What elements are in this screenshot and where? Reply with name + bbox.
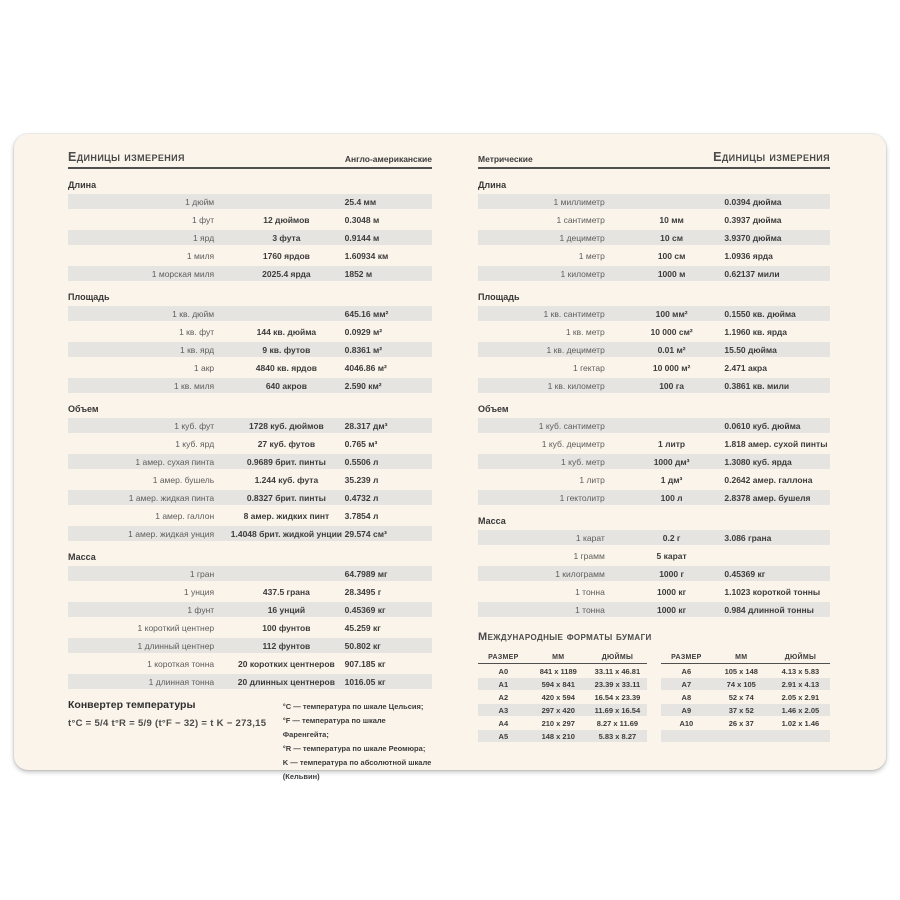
paper-format-row — [478, 717, 647, 729]
unit-equivalent: 10 см — [660, 232, 684, 243]
unit-value: 0.0929 м² — [344, 326, 383, 337]
format-inches: 16.54 x 23.39 — [594, 692, 641, 702]
paper-format-row — [478, 730, 647, 742]
section-title: Масса — [478, 516, 506, 526]
unit-equivalent: 2025.4 ярда — [262, 268, 311, 279]
unit-equivalent: 3 фута — [272, 232, 301, 243]
table-row — [478, 530, 830, 545]
unit-name: 1 грамм — [573, 550, 605, 561]
unit-equivalent: 0.01 м² — [657, 344, 686, 355]
unit-name: 1 ярд — [192, 232, 215, 243]
unit-name: 1 короткий центнер — [137, 622, 215, 633]
temperature-note-celsius: °C — температура по шкале Цельсия; — [282, 702, 424, 711]
format-inches: 2.91 x 4.13 — [781, 679, 820, 689]
units-system-label: Англо-американские — [344, 154, 432, 164]
unit-equivalent: 16 унций — [267, 604, 306, 615]
section-rows — [68, 566, 432, 689]
table-row — [68, 306, 432, 321]
table-row — [68, 602, 432, 617]
column-header-inches: ДЮЙМЫ — [601, 653, 634, 661]
unit-equivalent: 0.8327 брит. пинты — [246, 492, 326, 503]
table-row — [68, 266, 432, 281]
unit-name: 1 сантиметр — [556, 214, 605, 225]
table-row — [68, 526, 432, 541]
temperature-formula: t°C = 5/4 t°R = 5/9 (t°F − 32) = t K − 273,15 — [68, 718, 267, 729]
paper-table-rows — [661, 665, 830, 729]
unit-value: 0.2642 амер. галлона — [724, 474, 813, 485]
format-mm: 210 x 297 — [541, 718, 575, 728]
unit-value: 1.1960 кв. ярда — [724, 326, 788, 337]
unit-value: 0.9144 м — [344, 232, 380, 243]
table-row — [68, 508, 432, 523]
unit-name: 1 куб. фут — [174, 420, 215, 431]
unit-equivalent: 100 га — [659, 380, 684, 391]
format-inches: 33.11 x 46.81 — [594, 666, 641, 676]
table-row — [68, 674, 432, 689]
table-row — [68, 584, 432, 599]
empty-row-stripe — [661, 730, 830, 742]
unit-value: 2.471 акра — [724, 362, 767, 373]
table-row — [478, 266, 830, 281]
notebook-page-spread — [14, 134, 886, 781]
unit-value: 29.574 см³ — [344, 528, 387, 539]
unit-equivalent: 100 л — [660, 492, 683, 503]
section-rows — [68, 418, 432, 541]
unit-name: 1 тонна — [575, 604, 605, 615]
unit-name: 1 короткая тонна — [147, 658, 215, 669]
unit-name: 1 карат — [575, 532, 605, 543]
format-mm: 148 x 210 — [541, 731, 575, 741]
unit-name: 1 килограмм — [555, 568, 605, 579]
unit-equivalent: 1 литр — [658, 438, 686, 449]
unit-value: 3.9370 дюйма — [724, 232, 782, 243]
unit-equivalent: 1.244 куб. фута — [254, 474, 319, 485]
unit-value: 3.7854 л — [344, 510, 379, 521]
unit-equivalent: 27 куб. футов — [257, 438, 316, 449]
unit-value: 45.259 кг — [344, 622, 381, 633]
unit-name: 1 амер. галлон — [155, 510, 215, 521]
unit-value: 0.45369 кг — [344, 604, 386, 615]
format-mm: 52 x 74 — [728, 692, 754, 702]
temperature-note-reaumur: °R — температура по шкале Реомюра; — [282, 744, 426, 753]
unit-name: 1 гектар — [573, 362, 605, 373]
unit-value: 0.8361 м² — [344, 344, 383, 355]
unit-equivalent: 12 дюймов — [263, 214, 310, 225]
format-name: A2 — [498, 692, 509, 702]
unit-value: 645.16 мм² — [344, 308, 389, 319]
unit-equivalent: 10 мм — [659, 214, 684, 225]
column-header-size: РАЗМЕР — [488, 653, 519, 661]
section-rows — [478, 194, 830, 281]
paper-format-tables — [478, 651, 830, 743]
unit-value: 1.60934 км — [344, 250, 389, 261]
table-row — [478, 418, 830, 433]
format-inches: 4.13 x 5.83 — [781, 666, 820, 676]
right-page-header — [478, 150, 830, 169]
unit-name: 1 амер. сухая пинта — [135, 456, 215, 467]
section-title: Объем — [68, 404, 99, 414]
unit-value: 1.818 амер. сухой пинты — [724, 438, 828, 449]
format-name: A10 — [679, 718, 694, 728]
unit-value: 0.1550 кв. дюйма — [724, 308, 796, 319]
format-name: A8 — [681, 692, 692, 702]
table-row — [478, 194, 830, 209]
section-title: Площадь — [68, 292, 110, 302]
section-length — [478, 176, 830, 281]
table-row — [478, 324, 830, 339]
page-title: Единицы измерения — [68, 150, 185, 164]
paper-table-a6-a10 — [661, 651, 830, 743]
unit-equivalent: 0.9689 брит. пинты — [246, 456, 326, 467]
unit-name: 1 длинная тонна — [148, 676, 215, 687]
temperature-converter-main — [68, 699, 283, 784]
paper-table-rows — [478, 665, 647, 742]
unit-equivalent: 1000 кг — [657, 604, 687, 615]
unit-name: 1 литр — [579, 474, 605, 485]
paper-format-row — [478, 665, 647, 677]
paper-format-row — [661, 691, 830, 703]
table-row — [478, 342, 830, 357]
section-title: Длина — [68, 180, 97, 190]
format-inches: 1.02 x 1.46 — [781, 718, 820, 728]
table-row — [478, 602, 830, 617]
table-row — [478, 472, 830, 487]
table-row — [478, 548, 830, 563]
table-row — [478, 436, 830, 451]
unit-name: 1 миллиметр — [553, 196, 605, 207]
table-row — [478, 212, 830, 227]
unit-name: 1 куб. ярд — [175, 438, 215, 449]
unit-name: 1 кв. километр — [547, 380, 605, 391]
unit-value: 1.0936 ярда — [724, 250, 773, 261]
unit-value: 4046.86 м² — [344, 362, 387, 373]
paper-table-a0-a5 — [478, 651, 647, 743]
unit-value: 2.590 км² — [344, 380, 382, 391]
section-rows — [68, 194, 432, 281]
unit-value: 2.8378 амер. бушеля — [724, 492, 811, 503]
unit-value: 15.50 дюйма — [724, 344, 777, 355]
format-inches: 5.83 x 8.27 — [598, 731, 637, 741]
unit-equivalent: 1000 кг — [657, 586, 687, 597]
paper-format-row — [661, 665, 830, 677]
format-name: A3 — [498, 705, 509, 715]
unit-value: 50.802 кг — [344, 640, 381, 651]
section-mass — [68, 548, 432, 689]
unit-equivalent: 8 амер. жидких пинт — [243, 510, 330, 521]
format-inches: 11.69 x 16.54 — [594, 705, 641, 715]
temperature-note-fahrenheit: °F — температура по шкале Фаренгейта; — [282, 716, 386, 739]
unit-name: 1 гектолитр — [559, 492, 605, 503]
unit-name: 1 кв. дюйм — [172, 308, 215, 319]
table-row — [68, 656, 432, 671]
paper-format-row — [661, 717, 830, 729]
table-row — [68, 418, 432, 433]
column-header-size: РАЗМЕР — [671, 653, 702, 661]
unit-equivalent: 640 акров — [265, 380, 307, 391]
right-page — [478, 150, 830, 743]
unit-name: 1 фут — [192, 214, 215, 225]
unit-value: 0.45369 кг — [724, 568, 766, 579]
table-row — [68, 472, 432, 487]
table-row — [68, 638, 432, 653]
paper-format-row — [661, 704, 830, 716]
table-row — [68, 566, 432, 581]
temperature-notes — [283, 699, 432, 784]
unit-value: 1.3080 куб. ярда — [724, 456, 792, 467]
paper-table-header — [661, 651, 830, 664]
unit-equivalent: 112 фунтов — [262, 640, 311, 651]
table-row — [68, 248, 432, 263]
format-name: A7 — [681, 679, 692, 689]
table-row — [68, 342, 432, 357]
unit-value: 3.086 грана — [724, 532, 772, 543]
unit-name: 1 амер. жидкая унция — [128, 528, 215, 539]
unit-value: 1016.05 кг — [344, 676, 386, 687]
section-title: Масса — [68, 552, 96, 562]
paper-format-row — [478, 704, 647, 716]
paper-formats-section — [478, 631, 830, 743]
unit-name: 1 дециметр — [559, 232, 605, 243]
paper-formats-title: Международные форматы бумаги — [478, 631, 652, 643]
format-name: A9 — [681, 705, 692, 715]
unit-value: 1.1023 короткой тонны — [724, 586, 821, 597]
table-row — [68, 360, 432, 375]
column-header-mm: ММ — [735, 653, 748, 661]
left-page-header — [68, 150, 432, 169]
unit-value: 28.3495 г — [344, 586, 382, 597]
section-mass — [478, 512, 830, 617]
table-row — [68, 454, 432, 469]
format-inches: 2.05 x 2.91 — [781, 692, 820, 702]
paper-format-row — [478, 691, 647, 703]
unit-value: 0.765 м³ — [344, 438, 378, 449]
unit-equivalent: 1760 ярдов — [262, 250, 310, 261]
table-row — [68, 230, 432, 245]
section-volume — [478, 400, 830, 505]
unit-name: 1 амер. жидкая пинта — [128, 492, 215, 503]
unit-name: 1 метр — [578, 250, 605, 261]
unit-name: 1 куб. дециметр — [541, 438, 605, 449]
unit-equivalent: 100 фунтов — [262, 622, 311, 633]
unit-name: 1 тонна — [575, 586, 605, 597]
section-volume — [68, 400, 432, 541]
unit-value: 0.3861 кв. мили — [724, 380, 790, 391]
section-rows — [478, 530, 830, 617]
unit-value: 28.317 дм³ — [344, 420, 388, 431]
format-mm: 594 x 841 — [541, 679, 575, 689]
format-mm: 105 x 148 — [724, 666, 758, 676]
unit-equivalent: 1000 дм³ — [653, 456, 690, 467]
section-title: Объем — [478, 404, 509, 414]
unit-equivalent: 5 карат — [656, 550, 687, 561]
unit-equivalent: 437.5 грана — [262, 586, 310, 597]
unit-value: 0.62137 мили — [724, 268, 780, 279]
unit-equivalent: 10 000 м² — [652, 362, 691, 373]
unit-name: 1 кв. сантиметр — [543, 308, 605, 319]
unit-name: 1 миля — [186, 250, 215, 261]
unit-name: 1 морская миля — [151, 268, 215, 279]
section-rows — [478, 306, 830, 393]
section-area — [68, 288, 432, 393]
unit-name: 1 кв. миля — [173, 380, 215, 391]
paper-table-header — [478, 651, 647, 664]
left-page — [68, 150, 432, 784]
section-title: Длина — [478, 180, 507, 190]
unit-equivalent: 1 дм³ — [660, 474, 683, 485]
unit-name: 1 фунт — [187, 604, 215, 615]
unit-value: 0.0610 куб. дюйма — [724, 420, 801, 431]
unit-equivalent: 9 кв. футов — [262, 344, 311, 355]
table-row — [68, 490, 432, 505]
unit-name: 1 кв. метр — [565, 326, 605, 337]
table-row — [478, 360, 830, 375]
table-row — [68, 378, 432, 393]
table-row — [68, 194, 432, 209]
paper-format-row — [661, 678, 830, 690]
temperature-converter — [68, 699, 432, 784]
unit-equivalent: 4840 кв. ярдов — [255, 362, 317, 373]
table-row — [68, 620, 432, 635]
unit-value: 0.3048 м — [344, 214, 380, 225]
unit-value: 0.984 длинной тонны — [724, 604, 814, 615]
unit-name: 1 унция — [183, 586, 215, 597]
format-mm: 37 x 52 — [728, 705, 754, 715]
unit-equivalent: 0.2 г — [662, 532, 681, 543]
section-rows — [478, 418, 830, 505]
unit-equivalent: 144 кв. дюйма — [256, 326, 317, 337]
format-inches: 23.39 x 33.11 — [594, 679, 641, 689]
unit-equivalent: 20 коротких центнеров — [238, 658, 335, 669]
table-row — [478, 378, 830, 393]
table-row — [478, 248, 830, 263]
unit-value: 0.4732 л — [344, 492, 379, 503]
unit-equivalent: 1728 куб. дюймов — [249, 420, 324, 431]
unit-value: 35.239 л — [344, 474, 379, 485]
format-name: A4 — [498, 718, 509, 728]
table-row — [478, 584, 830, 599]
section-title: Площадь — [478, 292, 520, 302]
format-inches: 8.27 x 11.69 — [596, 718, 639, 728]
format-inches: 1.46 x 2.05 — [781, 705, 820, 715]
unit-name: 1 кв. дециметр — [546, 344, 605, 355]
unit-value: 64.7989 мг — [344, 568, 388, 579]
unit-equivalent: 1000 м — [657, 268, 686, 279]
unit-value: 0.0394 дюйма — [724, 196, 782, 207]
temperature-converter-title: Конвертер температуры — [68, 699, 196, 711]
unit-name: 1 акр — [193, 362, 215, 373]
unit-value: 907.185 кг — [344, 658, 386, 669]
format-mm: 26 x 37 — [728, 718, 754, 728]
column-header-inches: ДЮЙМЫ — [784, 653, 817, 661]
format-mm: 297 x 420 — [541, 705, 575, 715]
table-row — [478, 454, 830, 469]
table-row — [478, 566, 830, 581]
unit-equivalent: 1.4048 брит. жидкой унции — [230, 528, 343, 539]
table-row — [478, 230, 830, 245]
table-row — [68, 324, 432, 339]
unit-value: 1852 м — [344, 268, 373, 279]
section-area — [478, 288, 830, 393]
section-rows — [68, 306, 432, 393]
unit-name: 1 кв. ярд — [180, 344, 215, 355]
table-row — [478, 306, 830, 321]
unit-name: 1 длинный центнер — [137, 640, 215, 651]
format-mm: 420 x 594 — [541, 692, 575, 702]
unit-name: 1 кв. фут — [179, 326, 215, 337]
table-row — [68, 436, 432, 451]
format-name: A6 — [681, 666, 692, 676]
section-length — [68, 176, 432, 281]
unit-name: 1 куб. метр — [561, 456, 605, 467]
unit-equivalent: 10 000 см² — [650, 326, 693, 337]
format-mm: 841 x 1189 — [539, 666, 577, 676]
unit-equivalent: 100 мм² — [655, 308, 688, 319]
unit-equivalent: 20 длинных центнеров — [237, 676, 335, 687]
unit-name: 1 куб. сантиметр — [538, 420, 605, 431]
page-title: Единицы измерения — [713, 150, 830, 164]
unit-name: 1 километр — [560, 268, 605, 279]
format-name: A1 — [498, 679, 509, 689]
unit-name: 1 дюйм — [185, 196, 215, 207]
table-row — [68, 212, 432, 227]
unit-value: 0.5506 л — [344, 456, 379, 467]
format-name: A5 — [498, 731, 509, 741]
format-mm: 74 x 105 — [726, 679, 756, 689]
units-system-label: Метрические — [478, 154, 533, 164]
paper-format-row — [478, 678, 647, 690]
unit-equivalent: 100 см — [657, 250, 686, 261]
format-name: A0 — [498, 666, 509, 676]
unit-value: 25.4 мм — [344, 196, 377, 207]
temperature-note-kelvin: K — температура по абсолютной шкале (Кельвин) — [282, 758, 432, 781]
unit-name: 1 гран — [189, 568, 215, 579]
column-header-mm: ММ — [552, 653, 565, 661]
unit-value: 0.3937 дюйма — [724, 214, 782, 225]
unit-equivalent: 1000 г — [659, 568, 684, 579]
unit-name: 1 амер. бушель — [152, 474, 215, 485]
table-row — [478, 490, 830, 505]
